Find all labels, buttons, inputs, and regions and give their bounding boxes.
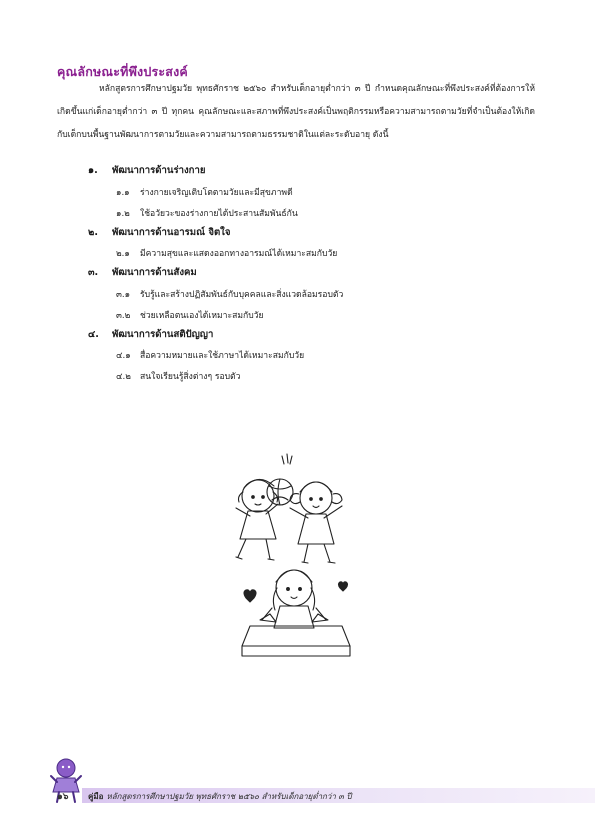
section-title: พัฒนาการด้านร่างกาย [112, 165, 206, 176]
list-item [116, 369, 240, 383]
section-number: ๑. [88, 165, 98, 176]
page-number: ๑๖ [57, 792, 69, 802]
intro-paragraph: หลักสูตรการศึกษาปฐมวัย พุทธศักราช ๒๕๖๐ สำหรับเด็กอายุต่ำกว่า ๓ ปี กำหนดคุณลักษณะที่พึงประสงค์ที่ต้องการให้เกิดขึ้นแก่เด็กอายุต่ำกว่า ๓ ปี ทุกคน คุณลักษณะและสภาพที่พึงประสงค์เป็นพฤติกรรมหรือความสามารถตามวัยที่จำเป็นต้องให้เกิดกับเด็กบนพื้นฐานพัฒนาการตามวัยและความสามารถตามธรรมชาติในแต่ละระดับอายุ ดังนี้ [57, 84, 535, 140]
list-item [116, 206, 298, 220]
item-text: ใช้อวัยวะของร่างกายได้ประสานสัมพันธ์กัน [140, 209, 298, 219]
children-illustration [220, 448, 370, 660]
item-number: ๓.๑ [116, 290, 131, 300]
section-title: พัฒนาการด้านสังคม [112, 267, 197, 278]
section-number: ๒. [88, 227, 98, 238]
item-text: ช่วยเหลือตนเองได้เหมาะสมกับวัย [140, 311, 264, 321]
item-number: ๓.๒ [116, 311, 131, 321]
section-4-heading [88, 327, 213, 342]
item-number: ๑.๒ [116, 209, 130, 219]
footer-subtitle: หลักสูตรการศึกษาปฐมวัย พุทธศักราช ๒๕๖๐ สำหรับเด็กอายุต่ำกว่า ๓ ปี [106, 792, 352, 801]
item-number: ๔.๑ [116, 351, 131, 361]
section-title: พัฒนาการด้านอารมณ์ จิตใจ [112, 227, 231, 238]
item-text: ร่างกายเจริญเติบโตตามวัยและมีสุขภาพดี [140, 188, 293, 198]
list-item [116, 287, 343, 301]
list-item [116, 348, 304, 362]
item-text: รับรู้และสร้างปฏิสัมพันธ์กับบุคคลและสิ่งแวดล้อมรอบตัว [140, 290, 344, 300]
list-item [116, 308, 264, 322]
footer-title [88, 790, 352, 803]
item-text: สื่อความหมายและใช้ภาษาได้เหมาะสมกับวัย [140, 351, 305, 361]
item-text: สนใจเรียนรู้สิ่งต่างๆ รอบตัว [140, 372, 241, 382]
section-title: พัฒนาการด้านสติปัญญา [112, 329, 214, 340]
list-item [116, 246, 337, 260]
section-3-heading [88, 265, 197, 280]
section-1-heading [88, 163, 206, 178]
page-heading: คุณลักษณะที่พึงประสงค์ [57, 64, 188, 79]
item-number: ๔.๒ [116, 372, 131, 382]
section-2-heading [88, 225, 230, 240]
item-number: ๒.๑ [116, 249, 130, 259]
footer-book: คู่มือ [88, 792, 104, 801]
list-item [116, 185, 293, 199]
item-text: มีความสุขและแสดงออกทางอารมณ์ได้เหมาะสมกับวัย [140, 249, 338, 259]
section-number: ๓. [88, 267, 99, 278]
section-number: ๔. [88, 329, 99, 340]
item-number: ๑.๑ [116, 188, 130, 198]
